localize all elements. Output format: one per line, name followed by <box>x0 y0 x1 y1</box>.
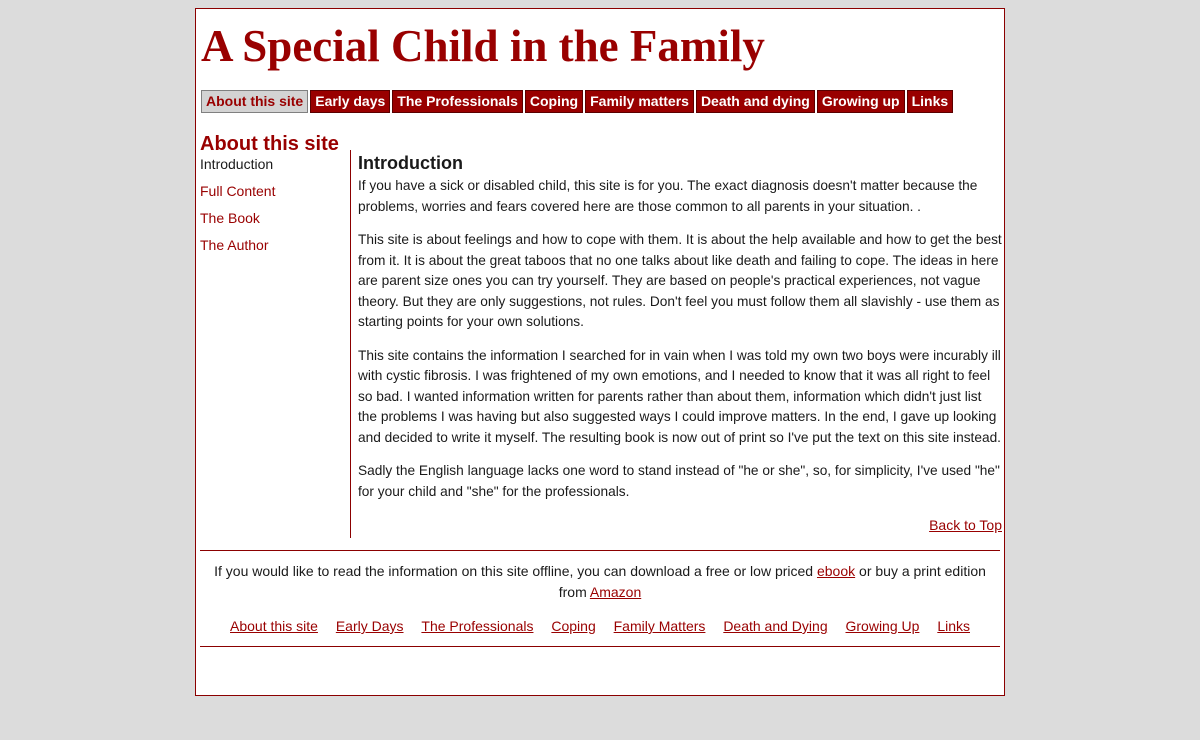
footer-link-growing-up[interactable]: Growing Up <box>845 618 920 634</box>
page-container <box>195 8 1005 696</box>
tab-about-this-site[interactable]: About this site <box>201 90 308 113</box>
tab-coping[interactable]: Coping <box>525 90 583 113</box>
footer-text-before: If you would like to read the information on this site offline, you can download a free or low priced <box>214 563 817 579</box>
main-content <box>358 152 1002 535</box>
sidebar <box>200 132 348 264</box>
sidebar-heading: About this site <box>200 133 339 155</box>
content-paragraph: This site contains the information I searched for in vain when I was told my own two boys were incurably ill with cystic fibrosis. I was frightened of my own emotions, and I needed to know that it was all right to feel so bad. I wanted information written for parents rather than about them, information which didn't just list the problems I was having but also suggested ways I could improve matters. In the end, I gave up looking and decided to write it myself. The resulting book is now out of print so I've put the text on this site instead. <box>358 347 1001 445</box>
footer-divider-top <box>200 550 1000 551</box>
main-nav <box>201 90 953 113</box>
tab-growing-up[interactable]: Growing up <box>817 90 905 113</box>
back-to-top <box>358 515 1002 535</box>
footer-link-early-days[interactable]: Early Days <box>335 618 404 634</box>
footer-text-middle: or buy a print edition from <box>558 563 986 600</box>
tab-links[interactable]: Links <box>907 90 954 113</box>
sidebar-item-full-content <box>200 183 348 199</box>
content-paragraph: This site is about feelings and how to cope with them. It is about the help available and how to get the best from it. It is about the great taboos that no one talks about like death and failing to cope. The ideas in here are parent size ones you can try yourself. They are based on people's practical experiences, not vague theory. But they are only suggestions, not rules. Don't feel you must follow them all slavishly - use them as starting points for your own solutions. <box>358 232 1002 329</box>
amazon-link[interactable]: Amazon <box>589 584 642 600</box>
footer-link-coping[interactable]: Coping <box>551 618 596 634</box>
back-to-top-link[interactable]: Back to Top <box>929 517 1002 533</box>
tab-family-matters[interactable]: Family matters <box>585 90 694 113</box>
sidebar-item-the-book <box>200 210 348 226</box>
sidebar-item-the-author <box>200 237 348 253</box>
sidebar-link-the-book[interactable]: The Book <box>200 210 260 226</box>
footer-offline-text <box>200 561 1000 603</box>
content-paragraph: If you have a sick or disabled child, this site is for you. The exact diagnosis doesn't matter because the problems, worries and fears covered here are those common to all parents in your situation. . <box>358 178 978 214</box>
content-heading: Introduction <box>358 153 463 173</box>
sidebar-list <box>200 156 348 253</box>
sidebar-link-full-content[interactable]: Full Content <box>200 183 276 199</box>
footer-divider-bottom <box>200 646 1000 647</box>
sidebar-link-the-author[interactable]: The Author <box>200 237 269 253</box>
tab-death-and-dying[interactable]: Death and dying <box>696 90 815 113</box>
footer-link-death-and-dying[interactable]: Death and Dying <box>723 618 828 634</box>
footer-link-links[interactable]: Links <box>937 618 970 634</box>
footer-link-the-professionals[interactable]: The Professionals <box>421 618 534 634</box>
footer-link-family-matters[interactable]: Family Matters <box>613 618 706 634</box>
sidebar-item-introduction: Introduction <box>200 156 274 172</box>
tab-early-days[interactable]: Early days <box>310 90 390 113</box>
ebook-link[interactable]: ebook <box>816 563 856 579</box>
tab-the-professionals[interactable]: The Professionals <box>392 90 523 113</box>
content-paragraph: Sadly the English language lacks one word to stand instead of "he or she", so, for simplicity, I've used "he" for your child and "she" for the professionals. <box>358 463 1000 499</box>
footer-nav <box>200 616 1000 636</box>
footer-link-about-this-site[interactable]: About this site <box>230 618 318 634</box>
sidebar-divider <box>350 150 351 538</box>
site-title: A Special Child in the Family <box>201 21 765 71</box>
